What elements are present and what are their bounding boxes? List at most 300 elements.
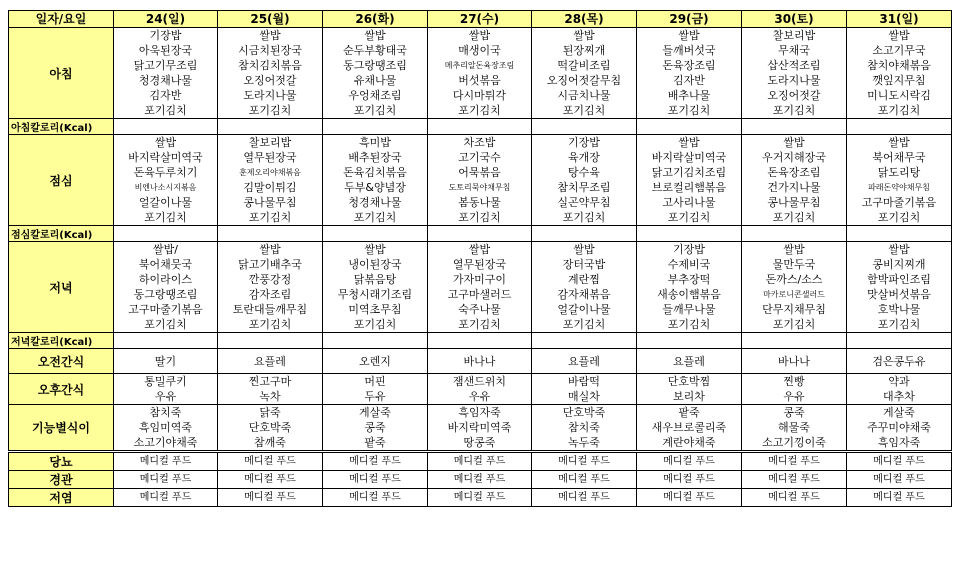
calorie-label: 저녁칼로리(Kcal) [9,333,114,349]
menu-item: 도토리묵야채무침 [448,183,511,192]
menu-cell [532,374,637,405]
menu-cell [428,28,532,119]
menu-item: 찐빵 [783,375,805,388]
menu-cell [323,349,428,374]
menu-item: 녹두죽 [568,436,600,449]
calorie-cell [323,333,428,349]
menu-cell [323,374,428,405]
diet-cell: 메디컬 푸드 [323,471,428,489]
menu-item: 떡갈비조림 [557,59,611,72]
menu-item: 버섯볶음 [458,74,501,87]
menu-item: 요플레 [254,354,286,368]
calorie-cell [847,226,952,242]
menu-item: 쌀밥 [364,243,386,256]
breakfast-row [9,28,952,119]
menu-cell [532,405,637,452]
calorie-cell [218,333,323,349]
menu-item: 김말이튀김 [243,181,297,194]
menu-item: 포기김치 [353,318,397,331]
menu-item: 쌀밥 [678,29,700,42]
menu-item: 들깨버섯국 [662,44,716,57]
menu-cell [114,135,218,226]
diet-cell: 메디컬 푸드 [114,489,218,507]
menu-cell [532,135,637,226]
menu-item: 고기국수 [458,151,501,164]
calorie-cell [742,119,847,135]
menu-item: 오징어젓갈무침 [546,74,622,87]
menu-item: 미역초무침 [348,303,402,316]
menu-item: 닭죽 [259,406,281,419]
meal-plan-table [8,10,952,507]
menu-item: 흑임미역죽 [138,421,193,434]
menu-item: 두유 [364,390,386,403]
menu-item: 청경채나물 [138,74,193,87]
menu-item: 바지락미역죽 [447,421,512,434]
menu-item: 바지락살미역국 [651,151,727,164]
menu-item: 쌀밥 [364,29,386,42]
menu-item: 땅콩죽 [463,436,496,449]
diet-label: 경관 [9,471,114,489]
diet-cell: 메디컬 푸드 [218,471,323,489]
calorie-label: 점심칼로리(Kcal) [9,226,114,242]
menu-item: 포기김치 [667,104,711,117]
menu-cell [637,405,742,452]
diet-cell: 메디컬 푸드 [847,489,952,507]
menu-item: 부추장떡 [667,273,711,286]
menu-cell [847,135,952,226]
menu-item: 팥죽 [678,406,700,419]
menu-item: 쌀밥 [259,29,281,42]
menu-item: 다시마튀각 [452,89,507,102]
menu-cell [847,405,952,452]
calorie-cell [323,119,428,135]
header-row [9,11,952,28]
menu-item: 해물죽 [778,421,810,434]
menu-item: 차조밥 [463,136,496,149]
menu-item: 참깨죽 [254,436,286,449]
menu-item: 배추나물 [667,89,711,102]
menu-cell [742,405,847,452]
menu-item: 북어채무국 [872,151,926,164]
calorie-cell [218,226,323,242]
menu-cell [637,135,742,226]
menu-item: 닭고기무조림 [133,59,198,72]
menu-item: 쌀밥 [573,29,595,42]
tube-feeding-row [9,471,952,489]
menu-item: 단호박찜 [667,375,711,388]
menu-cell [218,405,323,452]
menu-item: 포기김치 [562,104,606,117]
menu-item: 청경채나물 [348,196,402,209]
menu-item: 포기김치 [562,318,606,331]
morning-snack-row [9,349,952,374]
menu-item: 포기김치 [877,318,921,331]
menu-item: 기장밥 [149,29,182,42]
menu-item: 포기김치 [667,211,711,224]
menu-item: 장터국밥 [562,258,606,271]
menu-item: 함박파인조림 [867,273,931,286]
calorie-cell [114,333,218,349]
menu-item: 포기김치 [248,211,292,224]
calorie-cell [428,226,532,242]
menu-item: 열무된장국 [452,258,507,271]
menu-cell [742,242,847,333]
menu-item: 콩죽 [364,421,386,434]
menu-item: 쌀밥 [888,243,910,256]
menu-item: 쌀밥 [678,136,700,149]
menu-item: 물만두국 [772,258,816,271]
menu-item: 쌀밥 [888,29,910,42]
menu-item: 동그랑땡조림 [133,288,198,301]
diet-cell: 메디컬 푸드 [218,452,323,471]
calorie-cell [637,226,742,242]
menu-item: 브로컬리햄볶음 [651,181,727,194]
menu-item: 포기김치 [353,104,397,117]
menu-item: 토란대들깨무침 [232,303,308,316]
menu-item: 단무지채무침 [762,303,826,316]
menu-item: 고구마줄기볶음 [128,303,203,316]
meal-label: 오전간식 [9,349,114,374]
menu-item: 열무된장국 [243,151,297,164]
diet-cell: 메디컬 푸드 [637,489,742,507]
menu-cell [742,28,847,119]
menu-item: 쌀밥 [468,243,491,256]
menu-item: 포기김치 [877,211,921,224]
menu-item: 머핀 [364,375,386,388]
menu-cell [114,349,218,374]
calorie-cell [114,119,218,135]
menu-item: 찰보리밥 [248,136,292,149]
menu-item: 가자미구이 [452,273,507,286]
diet-label: 당뇨 [9,452,114,471]
menu-item: 포기김치 [458,104,501,117]
calorie-cell [742,226,847,242]
menu-cell [114,28,218,119]
menu-item: 무채국 [778,44,810,57]
menu-cell [847,349,952,374]
menu-item: 유채나물 [353,74,397,87]
meal-label: 저녁 [9,242,114,333]
meal-label: 점심 [9,135,114,226]
menu-item: 봄동나물 [458,196,501,209]
calorie-label: 아침칼로리(Kcal) [9,119,114,135]
calorie-cell [218,119,323,135]
afternoon-snack-row [9,374,952,405]
menu-cell [637,28,742,119]
menu-item: 훈제오리야채볶음 [239,168,301,177]
menu-item: 기장밥 [673,243,705,256]
corner-header: 일자/요일 [9,11,114,28]
menu-item: 수제비국 [667,258,711,271]
diet-cell: 메디컬 푸드 [532,489,637,507]
menu-item: 감자조림 [248,288,292,301]
diet-cell: 메디컬 푸드 [742,452,847,471]
special-diet-row [9,405,952,452]
menu-item: 얼갈이나물 [138,196,193,209]
calorie-cell [847,119,952,135]
menu-item: 통밀쿠키 [144,375,187,388]
lunch-row [9,135,952,226]
menu-item: 참치무조림 [557,181,611,194]
menu-item: 돈육장조림 [662,59,716,72]
menu-item: 콩나물무침 [767,196,821,209]
menu-item: 딸기 [154,354,177,368]
menu-item: 된장찌개 [562,44,606,57]
menu-item: 도라지나물 [767,74,821,87]
menu-item: 오렌지 [359,354,391,368]
menu-item: 포기김치 [772,104,816,117]
diet-cell: 메디컬 푸드 [742,489,847,507]
calorie-cell [323,226,428,242]
menu-item: 비엔나소시지볶음 [134,183,197,192]
menu-item: 무청시래기조림 [337,288,413,301]
menu-item: 숙주나물 [458,303,501,316]
menu-item: 참치죽 [568,421,600,434]
menu-cell [847,374,952,405]
menu-item: 닭볶음탕 [353,273,397,286]
menu-item: 포기김치 [248,104,292,117]
diet-cell: 메디컬 푸드 [847,452,952,471]
menu-item: 찰보리밥 [772,29,816,42]
menu-cell [323,242,428,333]
menu-item: 흑임자죽 [877,436,921,449]
menu-item: 오징어젓갈 [243,74,297,87]
calorie-cell [532,333,637,349]
menu-item: 탕수육 [568,166,600,179]
menu-item: 아욱된장국 [138,44,193,57]
menu-item: 포기김치 [772,211,816,224]
diet-cell: 메디컬 푸드 [218,489,323,507]
calorie-row [9,226,952,242]
menu-item: 매생이국 [458,44,501,57]
calorie-cell [847,333,952,349]
menu-item: 게살죽 [883,406,915,419]
day-header: 24(일) [114,11,218,28]
menu-item: 메추리알돈육장조림 [444,61,515,70]
diet-cell: 메디컬 푸드 [323,452,428,471]
menu-item: 대추차 [883,390,915,403]
menu-item: 포기김치 [458,211,501,224]
menu-item: 포기김치 [667,318,711,331]
menu-cell [428,242,532,333]
menu-item: 고사리나물 [662,196,716,209]
menu-item: 고구마줄기볶음 [861,196,937,209]
menu-item: 파래돈약야채무침 [868,183,930,192]
menu-item: 포기김치 [458,318,501,331]
menu-item: 소고기야채죽 [133,436,198,449]
menu-item: 건가지나물 [767,181,821,194]
menu-item: 바나나 [778,354,810,368]
menu-item: 단호박죽 [562,406,606,419]
menu-item: 하이라이스 [138,273,193,286]
menu-item: 시금치나물 [557,89,611,102]
menu-cell [114,374,218,405]
menu-item: 계란찜 [568,273,600,286]
menu-cell [323,28,428,119]
menu-item: 요플레 [673,354,705,368]
menu-item: 쌀밥 [468,29,491,42]
meal-label: 아침 [9,28,114,119]
menu-item: 우엉채조림 [348,89,402,102]
menu-item: 실곤약무침 [557,196,611,209]
meal-label: 기능별식이 [9,405,114,452]
menu-item: 도라지나물 [243,89,297,102]
menu-item: 콩비지찌개 [872,258,926,271]
calorie-cell [637,119,742,135]
diet-cell: 메디컬 푸드 [428,489,532,507]
menu-item: 깐풍강정 [248,273,292,286]
menu-cell [114,405,218,452]
menu-item: 포기김치 [144,318,187,331]
day-header: 27(수) [428,11,532,28]
diet-cell: 메디컬 푸드 [532,452,637,471]
menu-cell [218,374,323,405]
menu-item: 돈까스/소스 [765,273,823,286]
menu-item: 바지락살미역국 [128,151,203,164]
menu-item: 계란야채죽 [662,436,716,449]
calorie-cell [114,226,218,242]
menu-item: 콩나물무침 [243,196,297,209]
menu-item: 쌀밥 [783,243,805,256]
menu-cell [428,405,532,452]
menu-item: 삽산적조림 [767,59,821,72]
menu-item: 돈육김치볶음 [343,166,407,179]
diet-cell: 메디컬 푸드 [114,452,218,471]
menu-item: 깻잎지무침 [872,74,926,87]
menu-item: 찐고구마 [248,375,292,388]
menu-item: 순두부황태국 [343,44,407,57]
menu-item: 콩죽 [783,406,805,419]
menu-cell [532,349,637,374]
menu-item: 팥죽 [364,436,386,449]
menu-item: 바나나 [463,354,496,368]
diet-cell: 메디컬 푸드 [742,471,847,489]
menu-item: 녹차 [259,390,281,403]
menu-item: 보리차 [673,390,705,403]
menu-item: 동그랑땡조림 [343,59,407,72]
menu-cell [637,242,742,333]
menu-item: 포기김치 [877,104,921,117]
menu-cell [218,135,323,226]
menu-cell [532,242,637,333]
menu-cell [114,242,218,333]
menu-cell [847,242,952,333]
menu-item: 들깨무나물 [662,303,716,316]
menu-item: 소고기낑이죽 [762,436,826,449]
diet-cell: 메디컬 푸드 [532,471,637,489]
menu-item: 바람떡 [568,375,600,388]
menu-cell [847,28,952,119]
menu-cell [323,135,428,226]
menu-item: 어묵볶음 [458,166,501,179]
menu-item: 단호박죽 [248,421,292,434]
diet-cell: 메디컬 푸드 [428,471,532,489]
menu-item: 요플레 [568,354,600,368]
menu-item: 쌀밥 [783,136,805,149]
day-header: 29(금) [637,11,742,28]
menu-cell [428,349,532,374]
menu-item: 매실차 [568,390,600,403]
menu-item: 우유 [783,390,805,403]
menu-item: 쌀밥 [259,243,281,256]
menu-item: 포기김치 [248,318,292,331]
menu-item: 감자채볶음 [557,288,611,301]
menu-item: 포기김치 [144,104,187,117]
diet-cell: 메디컬 푸드 [637,452,742,471]
menu-item: 미니도시락김 [867,89,931,102]
calorie-row [9,119,952,135]
day-header: 30(토) [742,11,847,28]
menu-item: 돈육장조림 [767,166,821,179]
menu-item: 냉이된장국 [348,258,402,271]
diet-cell: 메디컬 푸드 [428,452,532,471]
menu-cell [218,349,323,374]
day-header: 25(월) [218,11,323,28]
menu-item: 새송이햄볶음 [657,288,721,301]
menu-item: 참치김치볶음 [238,59,302,72]
diet-cell: 메디컬 푸드 [847,471,952,489]
menu-item: 흑임자죽 [458,406,501,419]
day-header: 28(목) [532,11,637,28]
diet-cell: 메디컬 푸드 [323,489,428,507]
calorie-cell [637,333,742,349]
menu-cell [742,135,847,226]
low-salt-row [9,489,952,507]
menu-item: 닭고기김치조림 [651,166,727,179]
diet-cell: 메디컬 푸드 [114,471,218,489]
meal-label: 오후간식 [9,374,114,405]
menu-item: 포기김치 [562,211,606,224]
menu-item: 고구마샐러드 [447,288,512,301]
menu-item: 주꾸미야채죽 [867,421,931,434]
day-header: 31(일) [847,11,952,28]
menu-item: 포기김치 [144,211,187,224]
diabetes-row [9,452,952,471]
menu-item: 포기김치 [353,211,397,224]
day-header: 26(화) [323,11,428,28]
menu-item: 우거지해장국 [762,151,826,164]
menu-item: 쌀밥 [573,243,595,256]
menu-cell [637,374,742,405]
calorie-cell [428,333,532,349]
menu-cell [323,405,428,452]
menu-item: 검은콩두유 [872,354,926,368]
menu-cell [637,349,742,374]
calorie-row [9,333,952,349]
menu-item: 김자반 [673,74,705,87]
menu-item: 우유 [154,390,177,403]
menu-item: 흑미밥 [359,136,391,149]
diet-label: 저염 [9,489,114,507]
menu-item: 닭도리탕 [877,166,921,179]
menu-item: 북어채뭇국 [138,258,193,271]
menu-item: 게살죽 [359,406,391,419]
menu-item: 참치야채볶음 [867,59,931,72]
menu-cell [218,28,323,119]
menu-item: 새우브로콜리죽 [651,421,727,434]
diet-cell: 메디컬 푸드 [637,471,742,489]
menu-item: 두부&양념장 [344,181,406,194]
menu-cell [742,374,847,405]
menu-cell [218,242,323,333]
menu-cell [428,135,532,226]
menu-item: 돈육두루치기 [133,166,198,179]
calorie-cell [532,119,637,135]
menu-item: 소고기무국 [872,44,926,57]
menu-item: 맛살버섯볶음 [867,288,931,301]
menu-item: 우유 [468,390,491,403]
menu-cell [532,28,637,119]
